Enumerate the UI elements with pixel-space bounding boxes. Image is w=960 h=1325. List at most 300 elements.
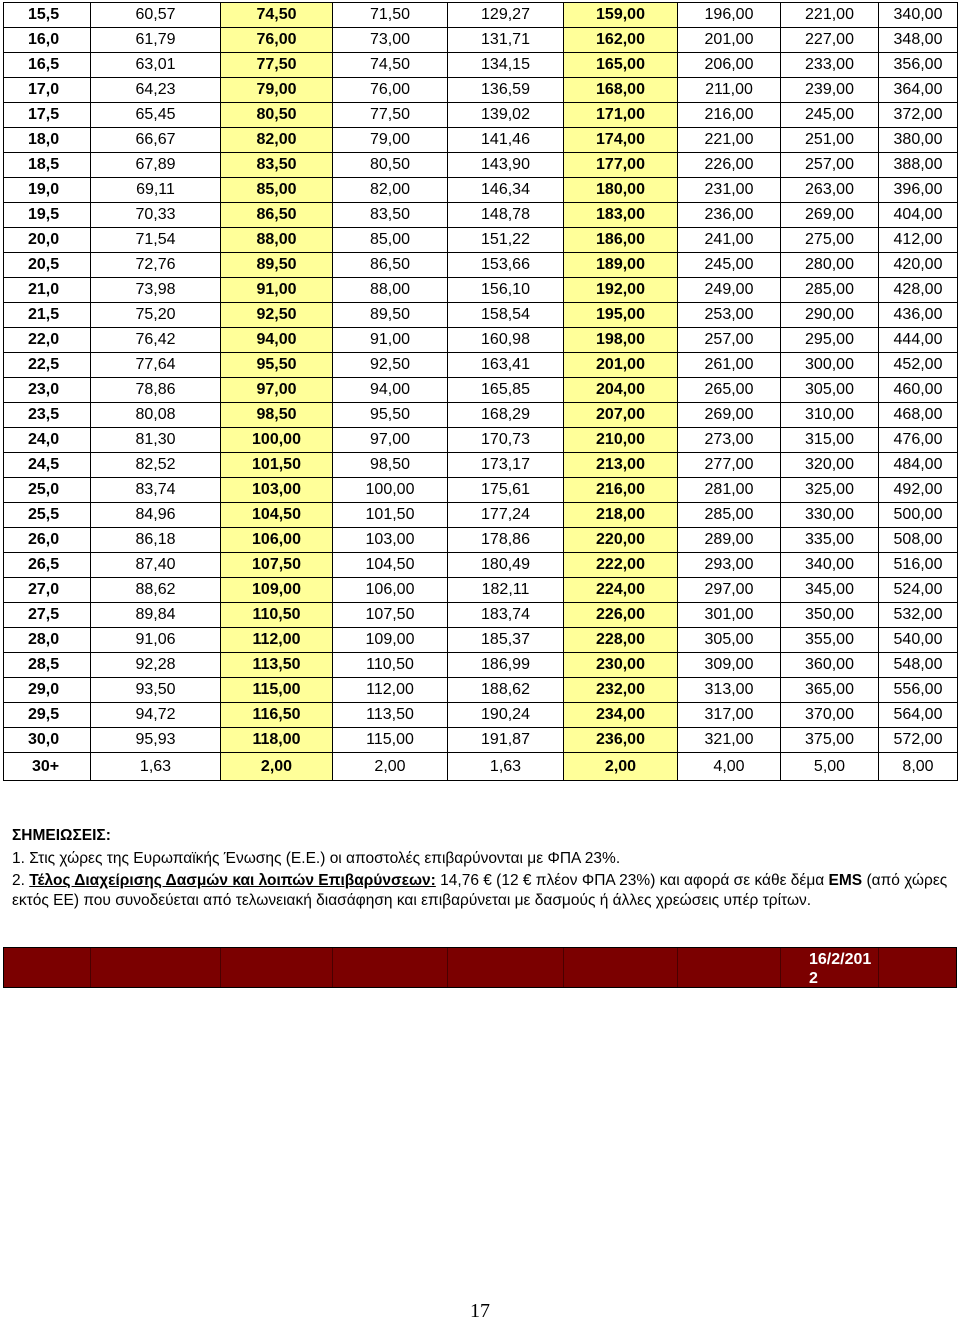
weight-cell: 27,0 <box>4 578 91 603</box>
price-cell: 95,50 <box>333 403 448 428</box>
price-cell: 77,50 <box>333 103 448 128</box>
price-cell: 186,00 <box>564 228 678 253</box>
price-cell: 146,34 <box>448 178 564 203</box>
price-cell: 1,63 <box>448 753 564 781</box>
price-cell: 151,22 <box>448 228 564 253</box>
price-cell: 285,00 <box>781 278 879 303</box>
price-cell: 97,00 <box>333 428 448 453</box>
price-cell: 210,00 <box>564 428 678 453</box>
price-cell: 92,28 <box>91 653 221 678</box>
price-cell: 189,00 <box>564 253 678 278</box>
price-cell: 69,11 <box>91 178 221 203</box>
weight-cell: 22,5 <box>4 353 91 378</box>
price-cell: 180,00 <box>564 178 678 203</box>
price-cell: 73,98 <box>91 278 221 303</box>
price-cell: 305,00 <box>781 378 879 403</box>
price-cell: 91,00 <box>333 328 448 353</box>
price-cell: 82,00 <box>221 128 333 153</box>
table-row <box>4 753 958 781</box>
price-cell: 100,00 <box>333 478 448 503</box>
table-row <box>4 478 958 503</box>
price-cell: 313,00 <box>678 678 781 703</box>
price-cell: 233,00 <box>781 53 879 78</box>
weight-cell: 28,0 <box>4 628 91 653</box>
price-cell: 218,00 <box>564 503 678 528</box>
table-row <box>4 328 958 353</box>
weight-cell: 17,5 <box>4 103 91 128</box>
price-cell: 8,00 <box>879 753 958 781</box>
footer-bar-divider <box>563 948 564 987</box>
price-cell: 340,00 <box>879 3 958 28</box>
price-cell: 63,01 <box>91 53 221 78</box>
price-cell: 104,50 <box>333 553 448 578</box>
footer-bar-divider <box>220 948 221 987</box>
price-cell: 206,00 <box>678 53 781 78</box>
footer-date: 16/2/2012 <box>809 951 872 987</box>
price-cell: 79,00 <box>221 78 333 103</box>
price-cell: 330,00 <box>781 503 879 528</box>
price-cell: 65,45 <box>91 103 221 128</box>
price-cell: 131,71 <box>448 28 564 53</box>
price-cell: 370,00 <box>781 703 879 728</box>
price-cell: 86,18 <box>91 528 221 553</box>
price-cell: 115,00 <box>221 678 333 703</box>
price-cell: 350,00 <box>781 603 879 628</box>
table-row <box>4 3 958 28</box>
table-row <box>4 78 958 103</box>
price-cell: 277,00 <box>678 453 781 478</box>
price-cell: 372,00 <box>879 103 958 128</box>
table-row <box>4 103 958 128</box>
price-cell: 468,00 <box>879 403 958 428</box>
note-item-2-rest: (από χώρες εκτός ΕΕ) που συνοδεύεται από τελωνειακή διασάφηση και επιβαρύνεται με δασμούς ή άλλες χρεώσεις υπέρ τρίτων. <box>12 872 948 909</box>
price-cell: 532,00 <box>879 603 958 628</box>
note-item-2-ems: EMS <box>828 872 863 889</box>
price-cell: 236,00 <box>678 203 781 228</box>
price-cell: 216,00 <box>678 103 781 128</box>
price-cell: 396,00 <box>879 178 958 203</box>
price-cell: 213,00 <box>564 453 678 478</box>
price-cell: 91,00 <box>221 278 333 303</box>
price-cell: 83,50 <box>221 153 333 178</box>
price-cell: 265,00 <box>678 378 781 403</box>
table-row <box>4 603 958 628</box>
price-cell: 92,50 <box>221 303 333 328</box>
price-cell: 85,00 <box>221 178 333 203</box>
price-cell: 174,00 <box>564 128 678 153</box>
weight-cell: 21,5 <box>4 303 91 328</box>
price-cell: 484,00 <box>879 453 958 478</box>
price-cell: 273,00 <box>678 428 781 453</box>
price-cell: 365,00 <box>781 678 879 703</box>
price-cell: 315,00 <box>781 428 879 453</box>
footer-bar-divider <box>780 948 781 987</box>
table-row <box>4 428 958 453</box>
price-cell: 198,00 <box>564 328 678 353</box>
price-cell: 89,84 <box>91 603 221 628</box>
table-row <box>4 353 958 378</box>
price-cell: 60,57 <box>91 3 221 28</box>
table-row <box>4 703 958 728</box>
price-cell: 92,50 <box>333 353 448 378</box>
price-cell: 257,00 <box>781 153 879 178</box>
price-cell: 178,86 <box>448 528 564 553</box>
price-cell: 143,90 <box>448 153 564 178</box>
price-cell: 73,00 <box>333 28 448 53</box>
notes-section <box>12 826 952 911</box>
price-cell: 97,00 <box>221 378 333 403</box>
price-cell: 289,00 <box>678 528 781 553</box>
weight-cell: 22,0 <box>4 328 91 353</box>
price-cell: 226,00 <box>564 603 678 628</box>
price-cell: 380,00 <box>879 128 958 153</box>
price-cell: 64,23 <box>91 78 221 103</box>
price-cell: 168,29 <box>448 403 564 428</box>
table-row <box>4 253 958 278</box>
price-cell: 159,00 <box>564 3 678 28</box>
price-cell: 345,00 <box>781 578 879 603</box>
price-cell: 94,00 <box>333 378 448 403</box>
price-cell: 280,00 <box>781 253 879 278</box>
price-cell: 201,00 <box>678 28 781 53</box>
weight-cell: 30+ <box>4 753 91 781</box>
price-cell: 186,99 <box>448 653 564 678</box>
price-cell: 216,00 <box>564 478 678 503</box>
price-cell: 129,27 <box>448 3 564 28</box>
price-cell: 275,00 <box>781 228 879 253</box>
price-cell: 76,00 <box>333 78 448 103</box>
price-cell: 412,00 <box>879 228 958 253</box>
price-cell: 340,00 <box>781 553 879 578</box>
table-row <box>4 628 958 653</box>
weight-cell: 29,5 <box>4 703 91 728</box>
price-cell: 436,00 <box>879 303 958 328</box>
price-cell: 66,67 <box>91 128 221 153</box>
price-cell: 165,85 <box>448 378 564 403</box>
price-cell: 188,62 <box>448 678 564 703</box>
note-item-1: 1. Στις χώρες της Ευρωπαϊκής Ένωσης (Ε.Ε.) οι αποστολές επιβαρύνονται με ΦΠΑ 23%. <box>12 850 621 867</box>
price-cell: 87,40 <box>91 553 221 578</box>
price-cell: 76,42 <box>91 328 221 353</box>
price-cell: 348,00 <box>879 28 958 53</box>
price-cell: 211,00 <box>678 78 781 103</box>
price-cell: 236,00 <box>564 728 678 753</box>
price-cell: 321,00 <box>678 728 781 753</box>
table-row <box>4 403 958 428</box>
price-cell: 2,00 <box>333 753 448 781</box>
table-row <box>4 178 958 203</box>
price-cell: 195,00 <box>564 303 678 328</box>
price-cell: 110,50 <box>221 603 333 628</box>
price-cell: 148,78 <box>448 203 564 228</box>
price-cell: 263,00 <box>781 178 879 203</box>
price-cell: 300,00 <box>781 353 879 378</box>
footer-bar-divider <box>447 948 448 987</box>
price-cell: 220,00 <box>564 528 678 553</box>
price-cell: 89,50 <box>333 303 448 328</box>
price-cell: 101,50 <box>221 453 333 478</box>
rate-table-body <box>4 3 958 781</box>
weight-cell: 19,0 <box>4 178 91 203</box>
price-cell: 136,59 <box>448 78 564 103</box>
table-row <box>4 528 958 553</box>
price-cell: 98,50 <box>221 403 333 428</box>
weight-cell: 26,5 <box>4 553 91 578</box>
table-row <box>4 28 958 53</box>
price-cell: 134,15 <box>448 53 564 78</box>
price-cell: 72,76 <box>91 253 221 278</box>
price-cell: 103,00 <box>221 478 333 503</box>
table-row <box>4 503 958 528</box>
table-row <box>4 128 958 153</box>
price-cell: 163,41 <box>448 353 564 378</box>
price-cell: 158,54 <box>448 303 564 328</box>
price-cell: 444,00 <box>879 328 958 353</box>
price-cell: 76,00 <box>221 28 333 53</box>
price-cell: 104,50 <box>221 503 333 528</box>
price-cell: 70,33 <box>91 203 221 228</box>
price-cell: 572,00 <box>879 728 958 753</box>
price-cell: 226,00 <box>678 153 781 178</box>
price-cell: 79,00 <box>333 128 448 153</box>
weight-cell: 26,0 <box>4 528 91 553</box>
price-cell: 101,50 <box>333 503 448 528</box>
price-cell: 78,86 <box>91 378 221 403</box>
footer-bar-divider <box>677 948 678 987</box>
price-cell: 177,24 <box>448 503 564 528</box>
table-row <box>4 53 958 78</box>
weight-cell: 16,5 <box>4 53 91 78</box>
price-cell: 196,00 <box>678 3 781 28</box>
price-cell: 84,96 <box>91 503 221 528</box>
price-cell: 305,00 <box>678 628 781 653</box>
price-cell: 317,00 <box>678 703 781 728</box>
table-row <box>4 203 958 228</box>
weight-cell: 24,0 <box>4 428 91 453</box>
price-cell: 508,00 <box>879 528 958 553</box>
weight-cell: 25,5 <box>4 503 91 528</box>
price-cell: 301,00 <box>678 603 781 628</box>
price-cell: 95,93 <box>91 728 221 753</box>
price-cell: 88,62 <box>91 578 221 603</box>
table-row <box>4 153 958 178</box>
price-cell: 251,00 <box>781 128 879 153</box>
rate-table <box>3 2 958 781</box>
price-cell: 452,00 <box>879 353 958 378</box>
price-cell: 2,00 <box>221 753 333 781</box>
price-cell: 404,00 <box>879 203 958 228</box>
price-cell: 100,00 <box>221 428 333 453</box>
price-cell: 309,00 <box>678 653 781 678</box>
price-cell: 113,50 <box>333 703 448 728</box>
weight-cell: 18,0 <box>4 128 91 153</box>
price-cell: 325,00 <box>781 478 879 503</box>
price-cell: 269,00 <box>781 203 879 228</box>
price-cell: 171,00 <box>564 103 678 128</box>
price-cell: 190,24 <box>448 703 564 728</box>
price-cell: 5,00 <box>781 753 879 781</box>
price-cell: 221,00 <box>678 128 781 153</box>
footer-bar-divider <box>332 948 333 987</box>
price-cell: 71,54 <box>91 228 221 253</box>
price-cell: 388,00 <box>879 153 958 178</box>
price-cell: 106,00 <box>221 528 333 553</box>
price-cell: 80,50 <box>221 103 333 128</box>
price-cell: 4,00 <box>678 753 781 781</box>
price-cell: 112,00 <box>333 678 448 703</box>
price-cell: 460,00 <box>879 378 958 403</box>
weight-cell: 20,5 <box>4 253 91 278</box>
price-cell: 269,00 <box>678 403 781 428</box>
price-cell: 183,00 <box>564 203 678 228</box>
price-cell: 115,00 <box>333 728 448 753</box>
price-cell: 183,74 <box>448 603 564 628</box>
price-cell: 364,00 <box>879 78 958 103</box>
price-cell: 524,00 <box>879 578 958 603</box>
table-row <box>4 678 958 703</box>
price-cell: 95,50 <box>221 353 333 378</box>
price-cell: 234,00 <box>564 703 678 728</box>
price-cell: 82,00 <box>333 178 448 203</box>
weight-cell: 23,5 <box>4 403 91 428</box>
price-cell: 230,00 <box>564 653 678 678</box>
price-cell: 89,50 <box>221 253 333 278</box>
price-cell: 232,00 <box>564 678 678 703</box>
price-cell: 420,00 <box>879 253 958 278</box>
price-cell: 249,00 <box>678 278 781 303</box>
price-cell: 241,00 <box>678 228 781 253</box>
price-cell: 556,00 <box>879 678 958 703</box>
price-cell: 110,50 <box>333 653 448 678</box>
table-row <box>4 303 958 328</box>
price-cell: 170,73 <box>448 428 564 453</box>
price-cell: 109,00 <box>221 578 333 603</box>
price-cell: 86,50 <box>333 253 448 278</box>
price-cell: 540,00 <box>879 628 958 653</box>
price-cell: 290,00 <box>781 303 879 328</box>
price-cell: 548,00 <box>879 653 958 678</box>
price-cell: 112,00 <box>221 628 333 653</box>
price-cell: 224,00 <box>564 578 678 603</box>
price-cell: 88,00 <box>333 278 448 303</box>
price-cell: 257,00 <box>678 328 781 353</box>
weight-cell: 23,0 <box>4 378 91 403</box>
note-item-2-number: 2. <box>12 872 30 889</box>
table-row <box>4 653 958 678</box>
price-cell: 93,50 <box>91 678 221 703</box>
page-number: 17 <box>470 1300 490 1322</box>
price-cell: 500,00 <box>879 503 958 528</box>
note-item-2 <box>12 871 952 911</box>
price-cell: 227,00 <box>781 28 879 53</box>
price-cell: 516,00 <box>879 553 958 578</box>
footer-bar <box>3 947 957 988</box>
price-cell: 228,00 <box>564 628 678 653</box>
price-cell: 80,50 <box>333 153 448 178</box>
price-cell: 71,50 <box>333 3 448 28</box>
notes-title: ΣΗΜΕΙΩΣΕΙΣ: <box>12 827 111 844</box>
price-cell: 185,37 <box>448 628 564 653</box>
price-cell: 295,00 <box>781 328 879 353</box>
price-cell: 109,00 <box>333 628 448 653</box>
price-cell: 86,50 <box>221 203 333 228</box>
price-cell: 320,00 <box>781 453 879 478</box>
price-cell: 168,00 <box>564 78 678 103</box>
price-cell: 75,20 <box>91 303 221 328</box>
note-item-2-text: 14,76 € (12 € πλέον ΦΠΑ 23%) και αφορά σε κάθε δέμα <box>435 872 829 889</box>
weight-cell: 27,5 <box>4 603 91 628</box>
price-cell: 261,00 <box>678 353 781 378</box>
price-cell: 103,00 <box>333 528 448 553</box>
price-cell: 82,52 <box>91 453 221 478</box>
table-row <box>4 728 958 753</box>
weight-cell: 25,0 <box>4 478 91 503</box>
price-cell: 245,00 <box>678 253 781 278</box>
price-cell: 175,61 <box>448 478 564 503</box>
weight-cell: 21,0 <box>4 278 91 303</box>
price-cell: 1,63 <box>91 753 221 781</box>
price-cell: 281,00 <box>678 478 781 503</box>
price-cell: 85,00 <box>333 228 448 253</box>
price-cell: 107,50 <box>221 553 333 578</box>
price-cell: 83,50 <box>333 203 448 228</box>
weight-cell: 28,5 <box>4 653 91 678</box>
price-cell: 204,00 <box>564 378 678 403</box>
price-cell: 77,50 <box>221 53 333 78</box>
price-cell: 153,66 <box>448 253 564 278</box>
table-row <box>4 453 958 478</box>
price-cell: 88,00 <box>221 228 333 253</box>
weight-cell: 15,5 <box>4 3 91 28</box>
price-cell: 182,11 <box>448 578 564 603</box>
price-cell: 83,74 <box>91 478 221 503</box>
price-cell: 118,00 <box>221 728 333 753</box>
table-row <box>4 378 958 403</box>
price-cell: 156,10 <box>448 278 564 303</box>
weight-cell: 19,5 <box>4 203 91 228</box>
price-cell: 492,00 <box>879 478 958 503</box>
note-item-2-heading: Τέλος Διαχείρισης Δασμών και λοιπών Επιβαρύνσεων: <box>29 872 436 889</box>
price-cell: 177,00 <box>564 153 678 178</box>
price-cell: 160,98 <box>448 328 564 353</box>
price-cell: 116,50 <box>221 703 333 728</box>
weight-cell: 16,0 <box>4 28 91 53</box>
price-cell: 139,02 <box>448 103 564 128</box>
price-cell: 94,72 <box>91 703 221 728</box>
weight-cell: 20,0 <box>4 228 91 253</box>
price-cell: 564,00 <box>879 703 958 728</box>
weight-cell: 18,5 <box>4 153 91 178</box>
weight-cell: 29,0 <box>4 678 91 703</box>
price-cell: 221,00 <box>781 3 879 28</box>
price-cell: 207,00 <box>564 403 678 428</box>
price-cell: 81,30 <box>91 428 221 453</box>
weight-cell: 30,0 <box>4 728 91 753</box>
table-row <box>4 278 958 303</box>
price-cell: 77,64 <box>91 353 221 378</box>
price-cell: 67,89 <box>91 153 221 178</box>
price-cell: 165,00 <box>564 53 678 78</box>
price-cell: 98,50 <box>333 453 448 478</box>
price-cell: 74,50 <box>221 3 333 28</box>
price-cell: 335,00 <box>781 528 879 553</box>
price-cell: 141,46 <box>448 128 564 153</box>
table-row <box>4 578 958 603</box>
price-cell: 173,17 <box>448 453 564 478</box>
price-cell: 239,00 <box>781 78 879 103</box>
price-cell: 222,00 <box>564 553 678 578</box>
price-cell: 191,87 <box>448 728 564 753</box>
